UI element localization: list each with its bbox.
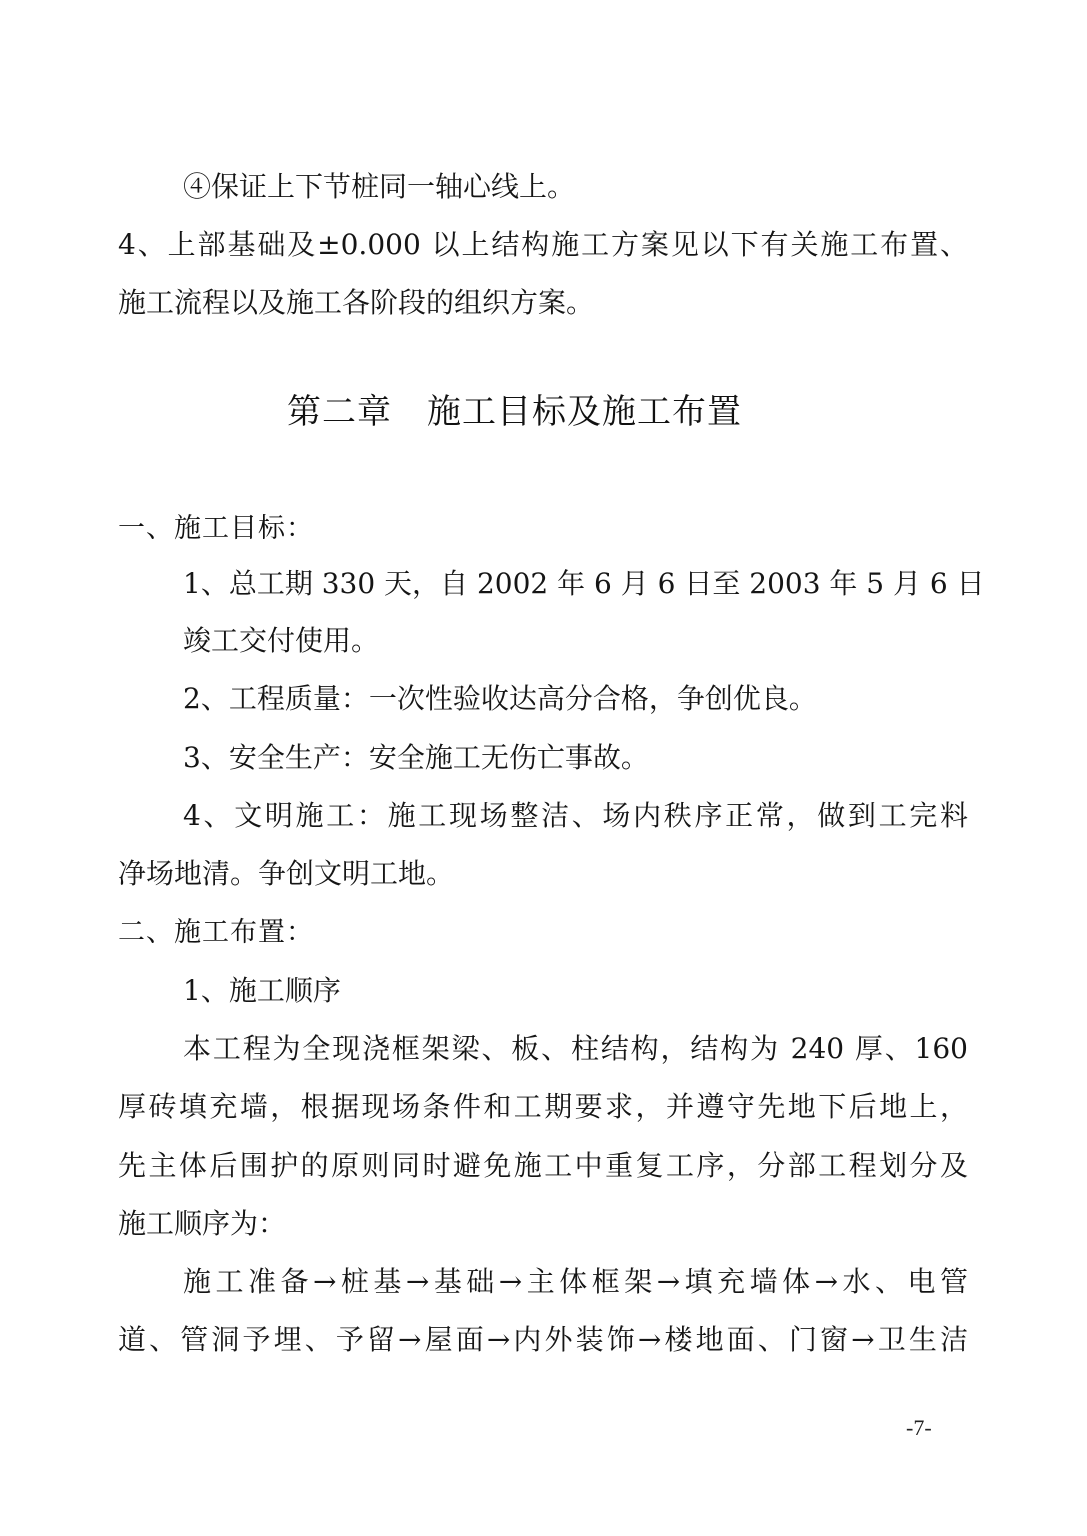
chapter-title: 第二章 施工目标及施工布置 xyxy=(287,392,742,432)
section-title-layout: 二、施工布置： xyxy=(118,917,314,948)
goal-item-duration-cont: 竣工交付使用。 xyxy=(183,624,380,657)
paragraph-line: 本工程为全现浇框架梁、板、柱结构，结构为 240 厚、160 xyxy=(183,1032,968,1065)
text-line-scheme: 4、上部基础及±0.000 以上结构施工方案见以下有关施工布置、 xyxy=(118,228,968,261)
goal-item-duration: 1、总工期 330 天，自 2002 年 6 月 6 日至 2003 年 5 月 6 日 xyxy=(183,567,985,600)
paragraph-line: 施工顺序为： xyxy=(118,1207,287,1240)
sequence-flow-line: 道、管洞予埋、予留→屋面→内外装饰→楼地面、门窗→卫生洁 xyxy=(118,1323,968,1356)
paragraph-line: 厚砖填充墙，根据现场条件和工期要求，并遵守先地下后地上， xyxy=(118,1090,968,1123)
text-line-axis: ④保证上下节桩同一轴心线上。 xyxy=(183,170,576,203)
text-line-scheme-cont: 施工流程以及施工各阶段的组织方案。 xyxy=(118,286,595,319)
sequence-flow-line: 施工准备→桩基→基础→主体框架→填充墙体→水、电管 xyxy=(183,1265,968,1298)
section-title-goals: 一、施工目标： xyxy=(118,513,314,544)
goal-item-civilized: 4、文明施工：施工现场整洁、场内秩序正常，做到工完料 xyxy=(183,799,968,832)
paragraph-line: 先主体后围护的原则同时避免施工中重复工序，分部工程划分及 xyxy=(118,1149,968,1182)
subsection-sequence: 1、施工顺序 xyxy=(183,974,341,1007)
goal-item-safety: 3、安全生产：安全施工无伤亡事故。 xyxy=(183,741,649,774)
page-number: -7- xyxy=(906,1415,932,1440)
goal-item-civilized-cont: 净场地清。争创文明工地。 xyxy=(118,857,455,890)
goal-item-quality: 2、工程质量：一次性验收达高分合格，争创优良。 xyxy=(183,682,817,715)
